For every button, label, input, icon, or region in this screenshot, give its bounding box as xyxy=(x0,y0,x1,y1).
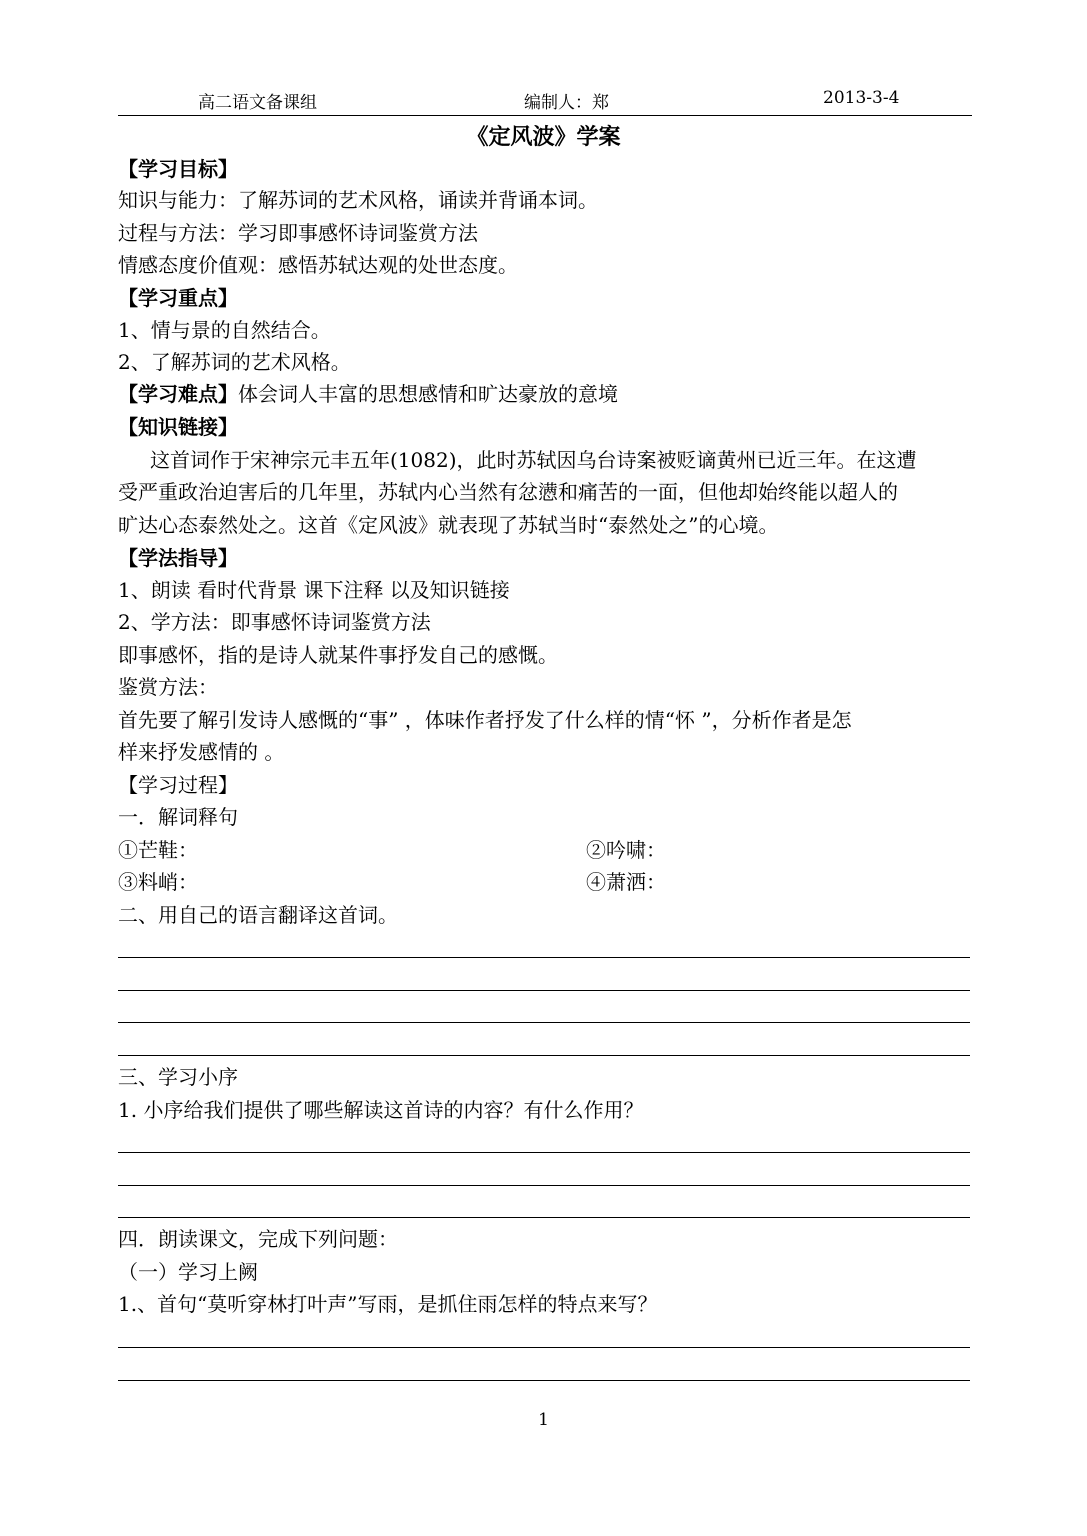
answer-line[interactable] xyxy=(118,1217,970,1218)
header-editor: 编制人：郑 xyxy=(524,93,609,113)
answer-line[interactable] xyxy=(118,1055,970,1056)
part3-question: 1. 小序给我们提供了哪些解读这首诗的内容？有什么作用？ xyxy=(118,1098,644,1122)
term-item: ①芒鞋： xyxy=(118,838,198,862)
answer-line[interactable] xyxy=(118,957,970,958)
header-date: 2013-3-4 xyxy=(823,88,900,108)
knowledge-paragraph-line: 旷达心态泰然处之。这首《定风波》就表现了苏轼当时“泰然处之”的心境。 xyxy=(118,513,779,537)
answer-line[interactable] xyxy=(118,1022,970,1023)
part4-title: 四．朗读课文，完成下列问题： xyxy=(118,1227,398,1251)
part4-subtitle: （一）学习上阙 xyxy=(118,1260,258,1284)
header-group: 高二语文备课组 xyxy=(198,93,317,113)
method-line: 首先要了解引发诗人感慨的“事” ，体味作者抒发了什么样的情“怀 ”，分析作者是怎 xyxy=(118,708,852,732)
part4-question: 1.、首句“莫听穿林打叶声”写雨，是抓住雨怎样的特点来写？ xyxy=(118,1292,658,1316)
page-title: 《定风波》学案 xyxy=(466,125,621,150)
goal-item: 情感态度价值观：感悟苏轼达观的处世态度。 xyxy=(118,253,518,277)
method-line: 样来抒发感情的 。 xyxy=(118,740,285,764)
answer-line[interactable] xyxy=(118,1380,970,1381)
knowledge-link-heading: 【知识链接】 xyxy=(118,415,238,439)
method-line: 即事感怀，指的是诗人就某件事抒发自己的感慨。 xyxy=(118,643,558,667)
term-item: ④萧洒： xyxy=(586,870,666,894)
method-guide-heading: 【学法指导】 xyxy=(118,546,238,570)
page-number: 1 xyxy=(538,1410,549,1430)
page-header xyxy=(118,88,970,116)
method-line: 1、朗读 看时代背景 课下注释 以及知识链接 xyxy=(118,578,510,602)
answer-line[interactable] xyxy=(118,990,970,991)
answer-line[interactable] xyxy=(118,1347,970,1348)
method-line: 鉴赏方法： xyxy=(118,675,218,699)
goal-item: 知识与能力：了解苏词的艺术风格，诵读并背诵本词。 xyxy=(118,188,598,212)
difficulty-text: 体会词人丰富的思想感情和旷达豪放的意境 xyxy=(238,382,618,406)
term-item: ③料峭： xyxy=(118,870,198,894)
method-line: 2、学方法：即事感怀诗词鉴赏方法 xyxy=(118,610,431,634)
part1-title: 一．解词释句 xyxy=(118,805,238,829)
answer-line[interactable] xyxy=(118,1152,970,1153)
difficulty-heading: 【学习难点】 xyxy=(118,382,238,406)
knowledge-paragraph-line: 受严重政治迫害后的几年里，苏轼内心当然有忿懑和痛苦的一面，但他却始终能以超人的 xyxy=(118,480,898,504)
difficulty-line xyxy=(118,380,618,408)
part2-title: 二、用自己的语言翻译这首词。 xyxy=(118,903,398,927)
key-points-heading: 【学习重点】 xyxy=(118,286,238,310)
goal-item: 过程与方法：学习即事感怀诗词鉴赏方法 xyxy=(118,221,478,245)
header-rule xyxy=(118,115,972,116)
key-point-item: 2、了解苏词的艺术风格。 xyxy=(118,350,351,374)
answer-line[interactable] xyxy=(118,1185,970,1186)
knowledge-paragraph-line: 这首词作于宋神宗元丰五年(1082)，此时苏轼因乌台诗案被贬谪黄州已近三年。在这遭 xyxy=(150,448,917,472)
part3-title: 三、学习小序 xyxy=(118,1065,238,1089)
goals-heading: 【学习目标】 xyxy=(118,157,238,181)
key-point-item: 1、情与景的自然结合。 xyxy=(118,318,331,342)
process-heading: 【学习过程】 xyxy=(118,773,238,797)
term-item: ②吟啸： xyxy=(586,838,666,862)
